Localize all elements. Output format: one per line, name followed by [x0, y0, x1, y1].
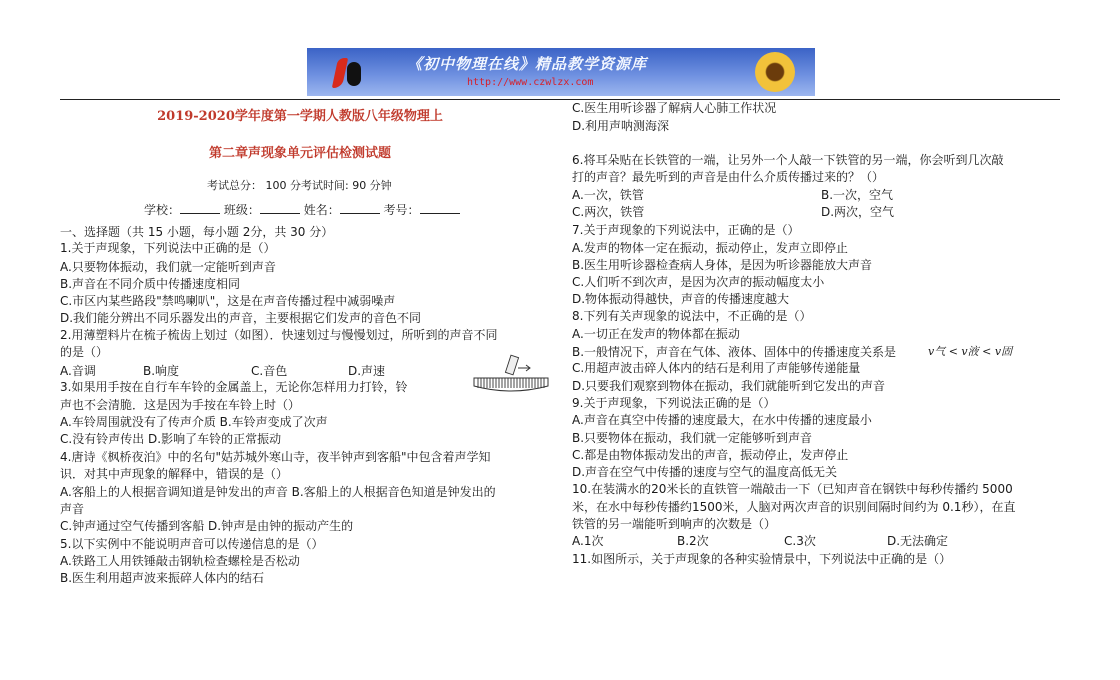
question-line: B.一般情况下，声音在气体、液体、固体中的传播速度关系是: [572, 345, 897, 359]
question-line: C.人们听不到次声，是因为次声的振动幅度太小: [572, 275, 825, 289]
class-blank: [260, 201, 300, 214]
document-title-line2: 第二章声现象单元评估检测试题: [208, 146, 391, 161]
number-blank: [420, 201, 460, 214]
logo-black-mark: [347, 62, 361, 86]
question-line: D.利用声呐测海深: [572, 119, 670, 133]
school-blank: [180, 201, 220, 214]
q10-option-c: C.3次: [784, 534, 816, 548]
question-line: 7.关于声现象的下列说法中，正确的是（）: [572, 223, 800, 237]
question-line: B.医生用听诊器检查病人身体，是因为听诊器能放大声音: [572, 258, 873, 272]
question-line: 3.如果用手按在自行车车铃的金属盖上，无论你怎样用力打铃，铃: [60, 380, 408, 394]
question-line: A.只要物体振动，我们就一定能听到声音: [60, 260, 276, 274]
question-line: 识．对其中声现象的解释中，错误的是（）: [60, 467, 289, 481]
question-line: A.车铃周围就没有了传声介质 B.车铃声变成了次声: [60, 415, 328, 429]
number-label: 考号：: [383, 203, 420, 217]
header-divider: [60, 99, 1060, 100]
q6-option-b: B.一次，空气: [821, 188, 894, 202]
question-line: A.声音在真空中传播的速度最大，在水中传播的速度最小: [572, 413, 872, 427]
question-line: C.钟声通过空气传播到客船 D.钟声是由钟的振动产生的: [60, 519, 354, 533]
question-line: 2.用薄塑料片在梳子梳齿上划过（如图）．快速划过与慢慢划过，所听到的声音不同: [60, 328, 498, 342]
question-line: C.医生用听诊器了解病人心肺工作状况: [572, 101, 777, 115]
q2-option-b: B.响度: [143, 364, 180, 378]
question-line: 10.在装满水的20米长的直铁管一端敲击一下（已知声音在钢铁中每秒传播约 5000: [572, 482, 1013, 496]
banner-image: [307, 48, 815, 96]
question-line: A.音调: [60, 364, 96, 378]
question-line: D.只要我们观察到物体在振动，我们就能听到它发出的声音: [572, 379, 886, 393]
question-line: C.没有铃声传出 D.影响了车铃的正常振动: [60, 432, 282, 446]
student-info-row: [144, 201, 460, 218]
document-title-line1: 2019-2020学年度第一学期人教版八年级物理上: [157, 109, 443, 124]
question-line: D.物体振动得越快，声音的传播速度越大: [572, 292, 790, 306]
question-line: 5.以下实例中不能说明声音可以传递信息的是（）: [60, 537, 324, 551]
question-line: C.用超声波击碎人体内的结石是利用了声能够传递能量: [572, 361, 861, 375]
q6-option-d: D.两次，空气: [821, 205, 895, 219]
q10-option-a: A.1次: [572, 534, 604, 548]
question-line: 的是（）: [60, 345, 109, 359]
question-line: 1.关于声现象，下列说法中正确的是（）: [60, 241, 276, 255]
question-line: B.声音在不同介质中传播速度相同: [60, 277, 241, 291]
question-line: 9.关于声现象，下列说法正确的是（）: [572, 396, 776, 410]
section-heading: 一、选择题（共 15 小题，每小题 2分，共 30 分）: [60, 225, 334, 239]
question-line: 铁管的另一端能听到响声的次数是（）: [572, 517, 777, 531]
question-line: 4.唐诗《枫桥夜泊》中的名句"姑苏城外寒山寺，夜半钟声到客船"中包含着声学知: [60, 450, 491, 464]
banner-url: http://www.czwlzx.com: [467, 77, 594, 88]
exam-info: 考试总分： 100 分考试时间: 90 分钟: [207, 179, 392, 192]
name-blank: [340, 201, 380, 214]
question-line: 声音: [60, 502, 85, 516]
q8-speed-formula: v气 < v液 < v固: [928, 345, 1013, 358]
question-line: 米，在水中每秒传播约1500米，人脑对两次声音的识别间隔时间约为 0.1秒），在直: [572, 500, 1016, 514]
q10-option-b: B.2次: [677, 534, 709, 548]
q6-option-c: C.两次，铁管: [572, 205, 645, 219]
comb-figure: [468, 352, 552, 398]
class-label: 班级：: [223, 203, 260, 217]
name-label: 姓名：: [303, 203, 340, 217]
question-line: A.发声的物体一定在振动，振动停止，发声立即停止: [572, 241, 848, 255]
q10-option-d: D.无法确定: [887, 534, 949, 548]
logo-red-mark: [332, 58, 348, 88]
question-line: 11.如图所示，关于声现象的各种实验情景中，下列说法中正确的是（）: [572, 552, 952, 566]
question-line: 8.下列有关声现象的说法中，不正确的是（）: [572, 309, 812, 323]
q2-option-d: D.声速: [348, 364, 386, 378]
question-line: D.声音在空气中传播的速度与空气的温度高低无关: [572, 465, 838, 479]
question-line: 打的声音？最先听到的声音是由什么介质传播过来的？（）: [572, 170, 885, 184]
question-line: D.我们能分辨出不同乐器发出的声音，主要根据它们发声的音色不同: [60, 311, 422, 325]
q2-option-c: C.音色: [251, 364, 288, 378]
question-line: A.客船上的人根据音调知道是钟发出的声音 B.客船上的人根据音色知道是钟发出的: [60, 485, 496, 499]
question-line: C.都是由物体振动发出的声音，振动停止，发声停止: [572, 448, 849, 462]
sunflower-icon: [755, 52, 795, 92]
question-line: B.只要物体在振动，我们就一定能够听到声音: [572, 431, 813, 445]
question-line: 声也不会清脆．这是因为手按在车铃上时（）: [60, 398, 301, 412]
question-line: A.铁路工人用铁锤敲击钢轨检查螺栓是否松动: [60, 554, 300, 568]
question-line: A.一切正在发声的物体都在振动: [572, 327, 740, 341]
banner-title: 《初中物理在线》精品教学资源库: [407, 55, 648, 73]
school-label: 学校：: [144, 203, 181, 217]
question-line: B.医生利用超声波来振碎人体内的结石: [60, 571, 265, 585]
question-line: 6.将耳朵贴在长铁管的一端，让另外一个人敲一下铁管的另一端，你会听到几次敲: [572, 153, 1004, 167]
question-line: C.市区内某些路段"禁鸣喇叭"，这是在声音传播过程中减弱噪声: [60, 294, 396, 308]
q6-option-a: A.一次，铁管: [572, 188, 644, 202]
